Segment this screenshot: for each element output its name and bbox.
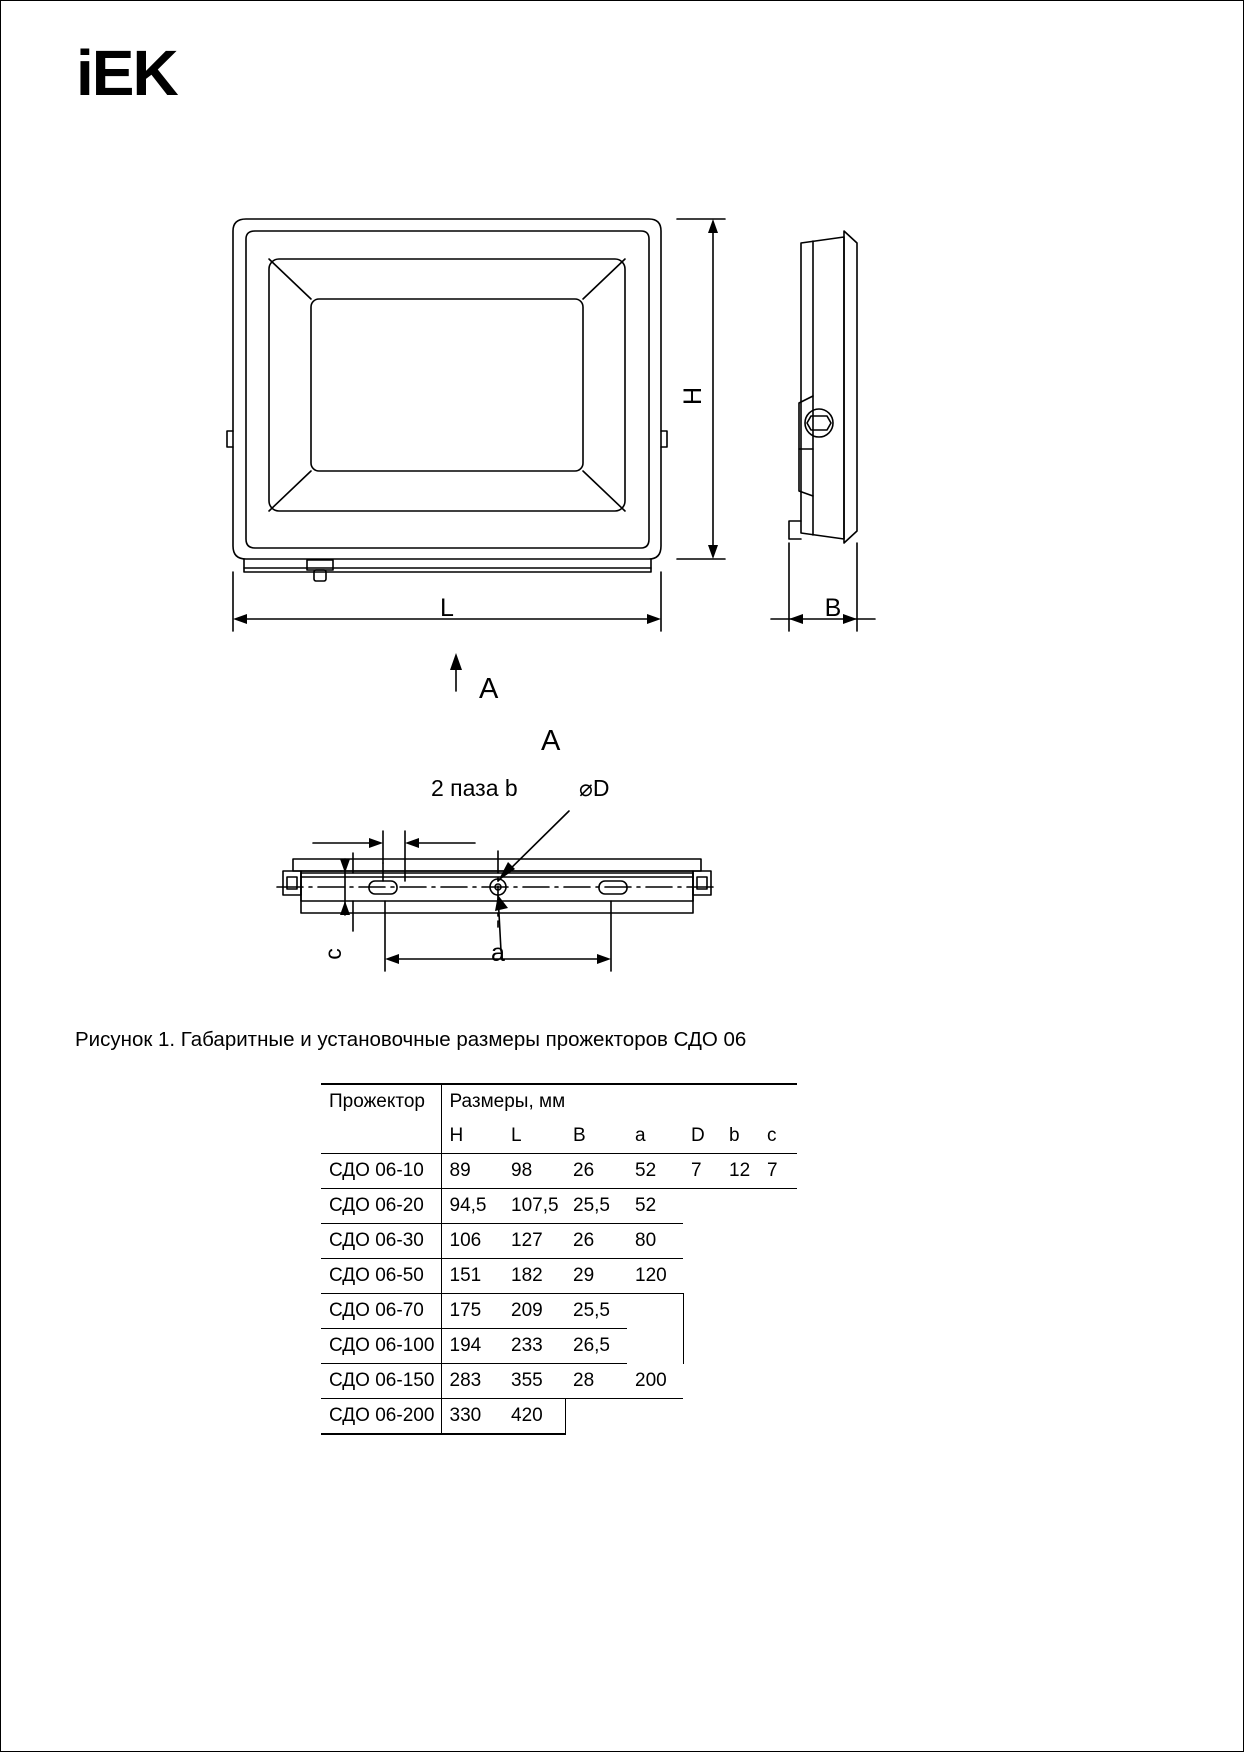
header-col-D: D bbox=[683, 1119, 721, 1154]
dimensions-table bbox=[321, 1083, 781, 1435]
figure-caption: Рисунок 1. Габаритные и установочные размеры прожекторов СДО 06 bbox=[75, 1028, 747, 1051]
header-col-H: H bbox=[441, 1119, 503, 1154]
cell-D bbox=[683, 1294, 721, 1329]
header-col-b: b bbox=[721, 1119, 759, 1154]
label-section-title: A bbox=[541, 725, 561, 757]
iek-logo: iEK bbox=[76, 37, 177, 109]
table-row bbox=[321, 1189, 797, 1224]
label-c: c bbox=[320, 948, 346, 960]
label-a: a bbox=[491, 939, 505, 967]
header-col-L: L bbox=[503, 1119, 565, 1154]
cell-H: 175 bbox=[441, 1294, 503, 1329]
cell-b bbox=[721, 1224, 759, 1259]
cell-c bbox=[759, 1189, 797, 1224]
table-row bbox=[321, 1154, 797, 1189]
cell-H: 94,5 bbox=[441, 1189, 503, 1224]
cell-a: 52 bbox=[627, 1189, 683, 1224]
cell-B: 26 bbox=[565, 1154, 627, 1189]
cell-c bbox=[759, 1259, 797, 1294]
cell-c bbox=[759, 1399, 797, 1435]
section-arrow bbox=[450, 653, 462, 691]
cell-name: СДО 06-50 bbox=[321, 1259, 441, 1294]
drawing-svg bbox=[1, 191, 1244, 1001]
front-view bbox=[227, 219, 667, 581]
cell-B: 25,5 bbox=[565, 1189, 627, 1224]
dimensions-table-element bbox=[321, 1083, 797, 1435]
side-view bbox=[789, 231, 857, 543]
label-section-arrow: A bbox=[479, 673, 499, 705]
cell-L: 98 bbox=[503, 1154, 565, 1189]
cell-name: СДО 06-70 bbox=[321, 1294, 441, 1329]
header-col-a: a bbox=[627, 1119, 683, 1154]
cell-L: 182 bbox=[503, 1259, 565, 1294]
cell-a bbox=[627, 1399, 683, 1435]
cell-L: 127 bbox=[503, 1224, 565, 1259]
table-row bbox=[321, 1364, 797, 1399]
cell-D bbox=[683, 1189, 721, 1224]
table-row bbox=[321, 1224, 797, 1259]
cell-name: СДО 06-100 bbox=[321, 1329, 441, 1364]
label-L: L bbox=[440, 594, 454, 622]
table-row bbox=[321, 1399, 797, 1435]
cell-a: 120 bbox=[627, 1259, 683, 1294]
diameter-leader bbox=[495, 811, 569, 951]
cell-b bbox=[721, 1294, 759, 1329]
cell-a: 200 bbox=[627, 1364, 683, 1399]
cell-name: СДО 06-10 bbox=[321, 1154, 441, 1189]
cell-H: 194 bbox=[441, 1329, 503, 1364]
cell-L: 420 bbox=[503, 1399, 565, 1435]
cell-L: 107,5 bbox=[503, 1189, 565, 1224]
cell-b bbox=[721, 1399, 759, 1435]
table-header-columns-row bbox=[321, 1119, 797, 1154]
dim-B bbox=[771, 543, 875, 631]
table-header-group-row bbox=[321, 1084, 797, 1119]
cell-c: 7 bbox=[759, 1154, 797, 1189]
cell-name: СДО 06-30 bbox=[321, 1224, 441, 1259]
cell-D: 7 bbox=[683, 1154, 721, 1189]
cell-b bbox=[721, 1189, 759, 1224]
cell-D bbox=[683, 1399, 721, 1435]
table-row bbox=[321, 1259, 797, 1294]
cell-D bbox=[683, 1224, 721, 1259]
header-product-blank bbox=[321, 1119, 441, 1154]
cell-H: 106 bbox=[441, 1224, 503, 1259]
label-H: H bbox=[679, 386, 707, 406]
cell-a bbox=[627, 1329, 683, 1364]
dim-c bbox=[340, 853, 353, 931]
cell-c bbox=[759, 1329, 797, 1364]
cell-H: 330 bbox=[441, 1399, 503, 1435]
cell-name: СДО 06-20 bbox=[321, 1189, 441, 1224]
cell-H: 89 bbox=[441, 1154, 503, 1189]
cell-L: 355 bbox=[503, 1364, 565, 1399]
cell-c bbox=[759, 1364, 797, 1399]
cell-c bbox=[759, 1224, 797, 1259]
cell-B: 25,5 bbox=[565, 1294, 627, 1329]
cell-name: СДО 06-150 bbox=[321, 1364, 441, 1399]
cell-D bbox=[683, 1329, 721, 1364]
cell-B bbox=[565, 1399, 627, 1435]
label-diameter: ⌀D bbox=[579, 775, 610, 801]
cell-H: 283 bbox=[441, 1364, 503, 1399]
cell-name: СДО 06-200 bbox=[321, 1399, 441, 1435]
cell-B: 26,5 bbox=[565, 1329, 627, 1364]
cell-b bbox=[721, 1364, 759, 1399]
header-product: Прожектор bbox=[321, 1084, 441, 1119]
cell-a bbox=[627, 1294, 683, 1329]
header-dimensions: Размеры, мм bbox=[441, 1084, 797, 1119]
header-col-B: B bbox=[565, 1119, 627, 1154]
label-slots: 2 паза b bbox=[431, 775, 518, 801]
technical-drawing bbox=[1, 191, 1244, 1001]
cell-a: 80 bbox=[627, 1224, 683, 1259]
cell-B: 28 bbox=[565, 1364, 627, 1399]
cell-b bbox=[721, 1329, 759, 1364]
cell-D bbox=[683, 1364, 721, 1399]
table-row bbox=[321, 1294, 797, 1329]
cell-b: 12 bbox=[721, 1154, 759, 1189]
cell-c bbox=[759, 1294, 797, 1329]
cell-B: 29 bbox=[565, 1259, 627, 1294]
label-B: B bbox=[824, 594, 842, 622]
cell-D bbox=[683, 1259, 721, 1294]
header-col-c: c bbox=[759, 1119, 797, 1154]
table-row bbox=[321, 1329, 797, 1364]
cell-a: 52 bbox=[627, 1154, 683, 1189]
cell-B: 26 bbox=[565, 1224, 627, 1259]
cell-L: 209 bbox=[503, 1294, 565, 1329]
cell-b bbox=[721, 1259, 759, 1294]
cell-H: 151 bbox=[441, 1259, 503, 1294]
cell-L: 233 bbox=[503, 1329, 565, 1364]
